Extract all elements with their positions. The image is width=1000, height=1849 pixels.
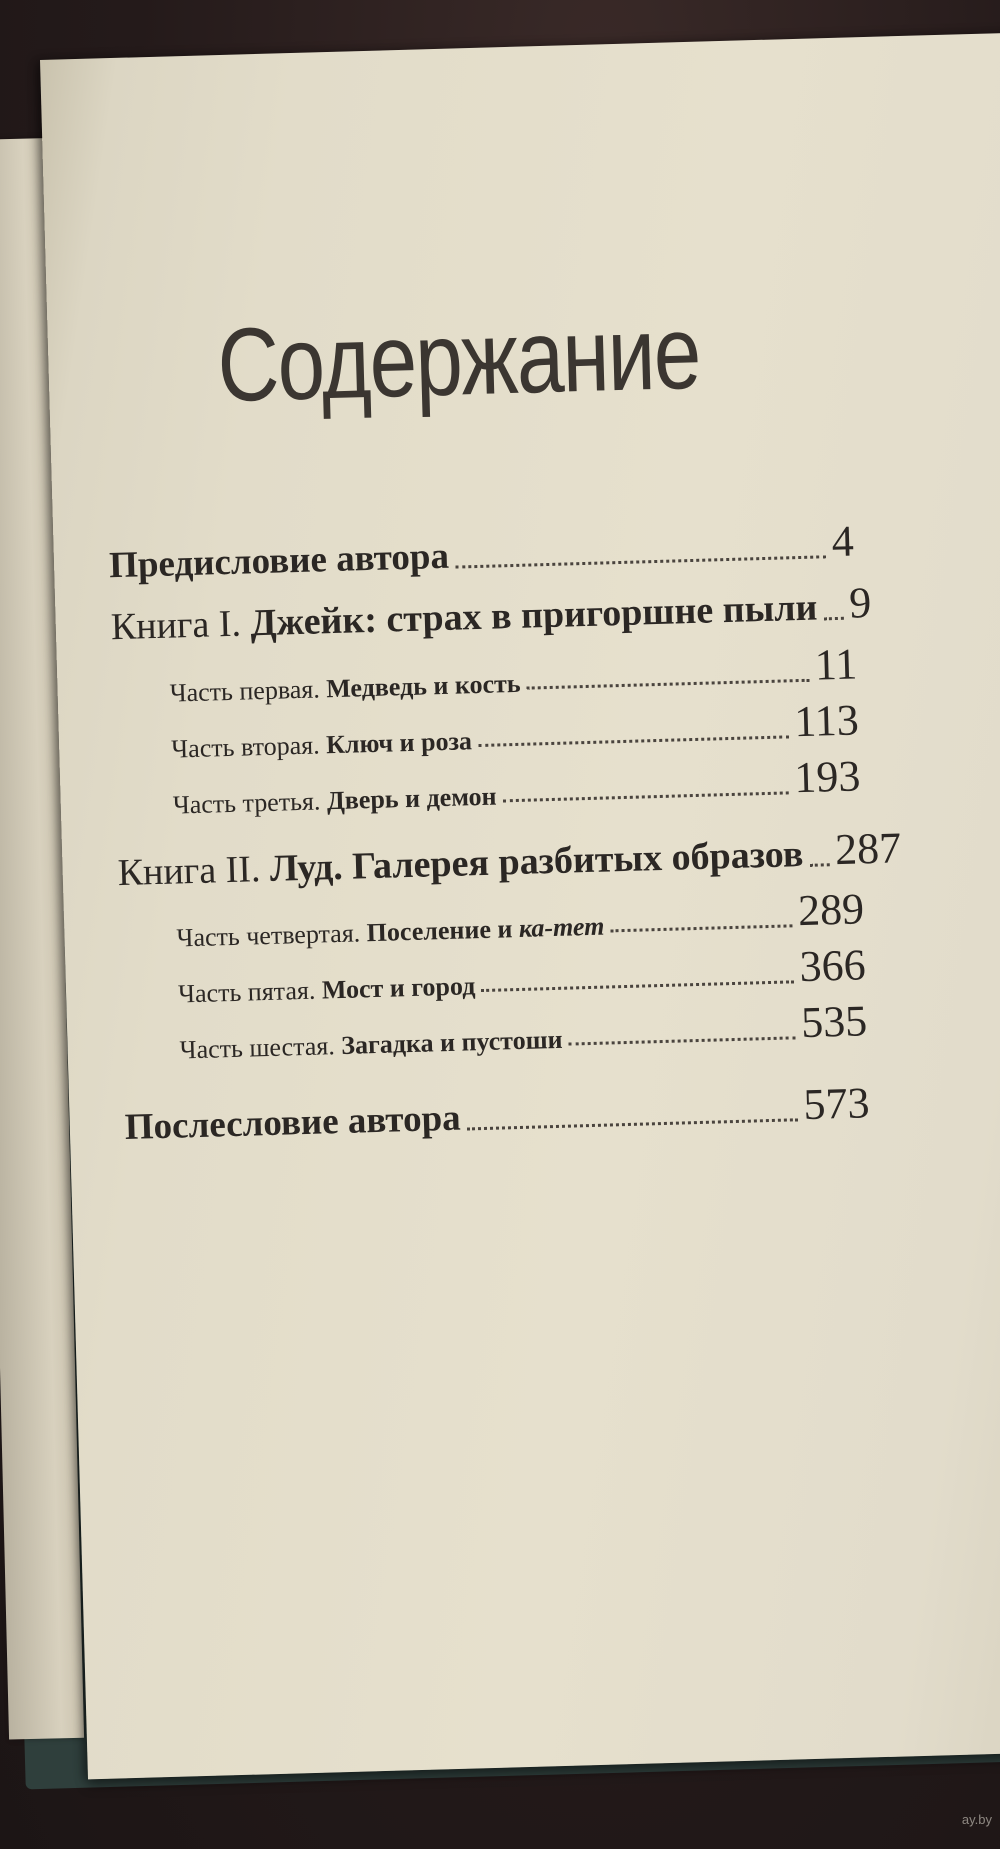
toc-entry-prefix: Часть третья.: [172, 786, 328, 820]
toc-entry-title: Мост и город: [321, 971, 476, 1005]
dot-leader: [467, 1118, 798, 1130]
toc-entry-foreword: [108, 515, 854, 587]
dot-leader: [569, 1036, 796, 1045]
toc-entry-prefix: Часть первая.: [169, 674, 327, 708]
toc-entry-title: Медведь и кость: [325, 668, 521, 704]
dot-leader: [478, 735, 789, 747]
toc-entry-page: 9: [848, 578, 872, 628]
toc-entry-prefix: Часть пятая.: [177, 975, 323, 1009]
toc-entry-label: Предисловие автора: [108, 535, 450, 587]
toc-entry-title: Луд. Галерея разбитых образов: [269, 833, 804, 890]
toc-entry-prefix: Часть шестая.: [179, 1030, 342, 1065]
toc-entry-title: Ключ и роза: [325, 726, 473, 760]
dot-leader: [527, 679, 810, 690]
toc-entry-label: Послесловие автора: [124, 1097, 462, 1149]
toc-entry-prefix: Книга II.: [117, 847, 271, 895]
dot-leader: [810, 863, 830, 867]
table-of-contents: [40, 32, 1000, 1259]
toc-entry-page: 287: [834, 823, 902, 875]
toc-entry-page: 113: [793, 695, 860, 747]
dot-leader: [824, 617, 844, 621]
toc-entry-label: [179, 1025, 563, 1066]
toc-entry-label: [117, 832, 804, 895]
toc-entry-afterword: [124, 1077, 870, 1149]
toc-entry-page: 366: [798, 940, 867, 992]
dot-leader: [610, 924, 792, 932]
watermark: ay.by: [961, 1812, 992, 1827]
toc-entry-title: Поселение и: [366, 913, 520, 948]
toc-entry-page: 289: [797, 884, 865, 936]
toc-entry-label: [178, 971, 476, 1009]
toc-entry-page: 4: [831, 516, 855, 567]
toc-entry-label: [172, 782, 497, 821]
toc-entry-title-italic: ка-тет: [518, 911, 605, 943]
toc-entry-label: [171, 726, 472, 764]
toc-entry-title: Джейк: страх в пригоршне пыли: [249, 586, 818, 645]
toc-entry-page: 573: [802, 1078, 871, 1130]
toc-entry-title: Загадка и пустоши: [340, 1024, 563, 1060]
toc-entry-page: 193: [793, 751, 861, 803]
toc-entry-prefix: Часть вторая.: [170, 730, 327, 764]
toc-entry-book-2: [117, 823, 902, 895]
toc-entry-label: [169, 669, 521, 709]
toc-entry-page: 535: [800, 996, 868, 1048]
toc-entry-prefix: Книга I.: [110, 602, 252, 649]
dot-leader: [455, 555, 826, 568]
toc-entry-label: [176, 912, 605, 954]
toc-entry-label: [110, 586, 818, 650]
toc-entry-page: 11: [814, 639, 858, 690]
toc-entry-prefix: Часть четвертая.: [176, 918, 368, 953]
book-page: [40, 32, 1000, 1779]
toc-entry-title: Дверь и демон: [326, 781, 497, 816]
dot-leader: [503, 791, 789, 802]
page-title: Содержание: [215, 294, 702, 425]
dot-leader: [481, 980, 794, 992]
toc-entry-book-1: [110, 577, 872, 649]
